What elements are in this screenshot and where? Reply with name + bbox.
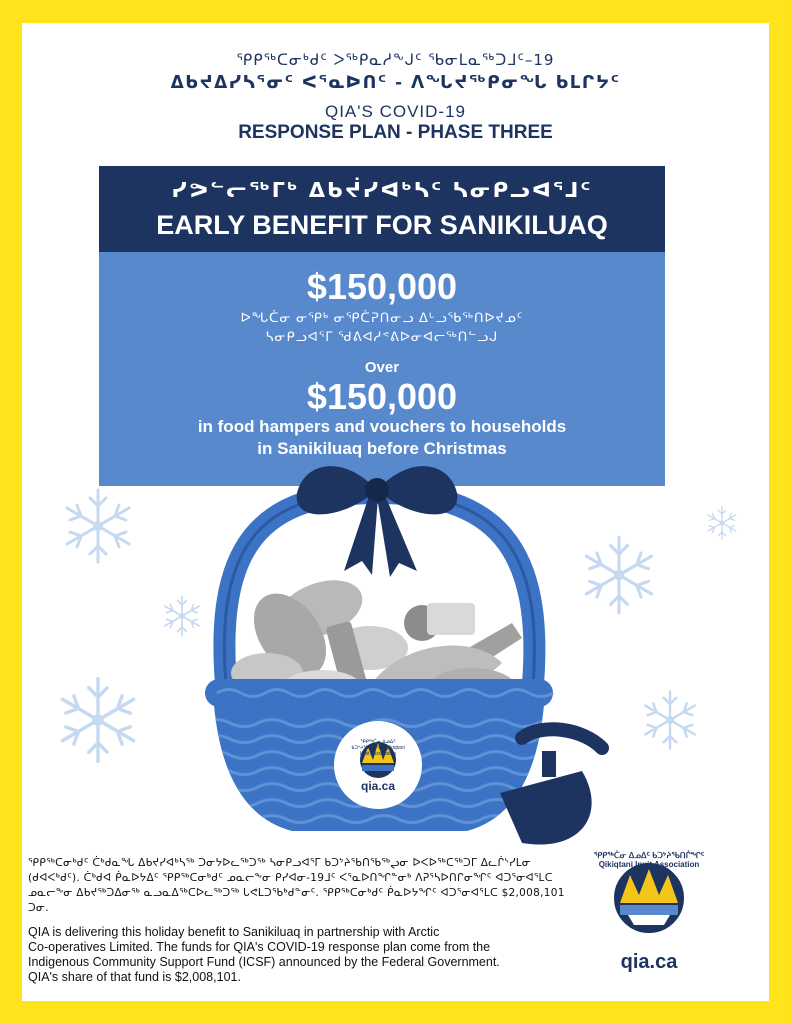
snowflake-icon [165,596,199,636]
banner-title: EARLY BENEFIT FOR SANIKILUAQ [156,210,608,240]
snowflake-icon [67,490,129,562]
description-line-1: in food hampers and vouchers to households [197,417,567,436]
logo-url: qia.ca [620,951,678,973]
syllabic-footer-paragraph: ᕿᑭᖅᑕᓂᒃᑯᑦ ᑖᒃᑯᓇᖓ ᐃᑲᔪᓯᐊᒃᓴᖅ ᑐᓂᔭᐅᓚᖅᑐᖅ ᓴᓂᑭᓗᐊᕐᒥ ᑲᑐᔾᔨᖃᑎᖃᖅᖢᓂ ᐅᐸᐅᖅᑕᖅᑐᒥ ᐃᓚᒌᔅᓯᒪᓂ (ᑯᐊᐸᒃᑯᑦ). ᑖᒃᑯᐊ ᑮᓇᐅᔭᐃᑦ ᕿᑭᖅᑕᓂᒃᑯᑦ ᓄᓇᓕᖕᓂ ᑭᓯᐊᓂ-19ᒧᑦ ᐸᕐᓇᐅᑎᖏᓐᓂᒃ ᐱᕈᕐᓴᐅᑎᒋᓂᖏᑦ ᐊᑐᕐᓂᐊᕐᒪᑕ ᓄᓇᓕᖕᓂ ᐃᑲᔪᖅᑐᐃᓂᖅ ᓇᓗᓇᐃᖅᑕᐅᓚᖅᑐᖅ ᒐᕙᒪᑐᖃᒃᑯᓐᓂᑦ. ᕿᑭᖅᑕᓂᒃᑯᑦ ᑮᓇᐅᔭᖏᑦ ᐊᑐᕐᓂᐊᕐᒪᑕ $2,008,101 ᑐᓂ. [28,857,565,914]
amount-secondary: $150,000 [306,376,458,417]
flyer-page [22,23,769,1001]
snowflake-icon [708,507,736,539]
footer-line: Indigenous Community Support Fund (ICSF) announced by the Federal Government. [28,955,500,969]
banner-syllabic-title: ᓯᕗᓪᓕᖅᒥᒃ ᐃᑲᔫᓯᐊᒃᓴᑦ ᓴᓂᑭᓗᐊᕐᒧᑦ [171,178,593,202]
syllabic-description-line-1: ᐅᖓᑖᓂ ᓂᕿᒃ ᓂᕿᑖᕈᑎᓂᓗ ᐃᒡᓗᖃᖅᑎᐅᔪᓄᑦ [240,310,524,325]
snowflake-icon [645,691,695,749]
over-label: Over [364,359,400,376]
footer-line: QIA's share of that fund is $2,008,101. [28,970,241,984]
basket-rim [205,679,553,707]
syllabic-description-line-2: ᓴᓂᑭᓗᐊᕐᒥ ᖁᕕᐊᓱᕝᕕᐅᓂᐊᓕᖅᑎᓪᓗᒍ [265,329,499,344]
header-syllabic-line-2: ᐃᑲᔪᐃᓯᓴᕐᓂᑦ ᐸᕐᓇᐅᑎᑦ - ᐱᖓᔪᖅᑭᓂᖓ ᑲᒪᒋᔭᑦ [170,73,621,93]
description-line-2: in Sanikiluaq before Christmas [257,439,507,458]
snowflake-icon [586,537,651,613]
ribbon-bow [297,466,458,577]
footer-line: Co-operatives Limited. The funds for QIA's COVID-19 response plan come from the [28,940,491,954]
snowflake-icon [62,679,133,762]
logo-arc-text: ᕿᑭᖅᑖᓂ ᐃᓄᐃᑦ ᑲᑐᔾᔨᖃᑎᒌᖏᑦ Qikiqtani Inuit Association [593,851,705,869]
basket-logo-badge [334,721,422,809]
header-english-line-2: RESPONSE PLAN - PHASE THREE [238,122,553,143]
header-english-line-1: QIA'S COVID-19 [324,102,466,121]
qia-logo-icon [615,864,683,932]
amount-primary: $150,000 [306,266,458,307]
basket-badge-arc-text: ᕿᑭᖅᑖᓂ ᐃᓄᐃᑦ ᑲᑐᔾᔨᖃᑎᒌᖏᑦ Qikiqtani Inuit Association [351,739,405,757]
header-syllabic-line-1: ᕿᑭᖅᑕᓂᒃᑯᑦ ᐳᖅᑭᓇᓱᖕᒍᑦ ᖃᓂᒪᓇᖅᑐᒧᑦ–19 [236,51,555,69]
footer-line: QIA is delivering this holiday benefit to Sanikiluaq in partnership with Arctic [28,925,440,939]
english-footer-paragraph [28,925,568,985]
basket-badge-url: qia.ca [360,779,396,793]
